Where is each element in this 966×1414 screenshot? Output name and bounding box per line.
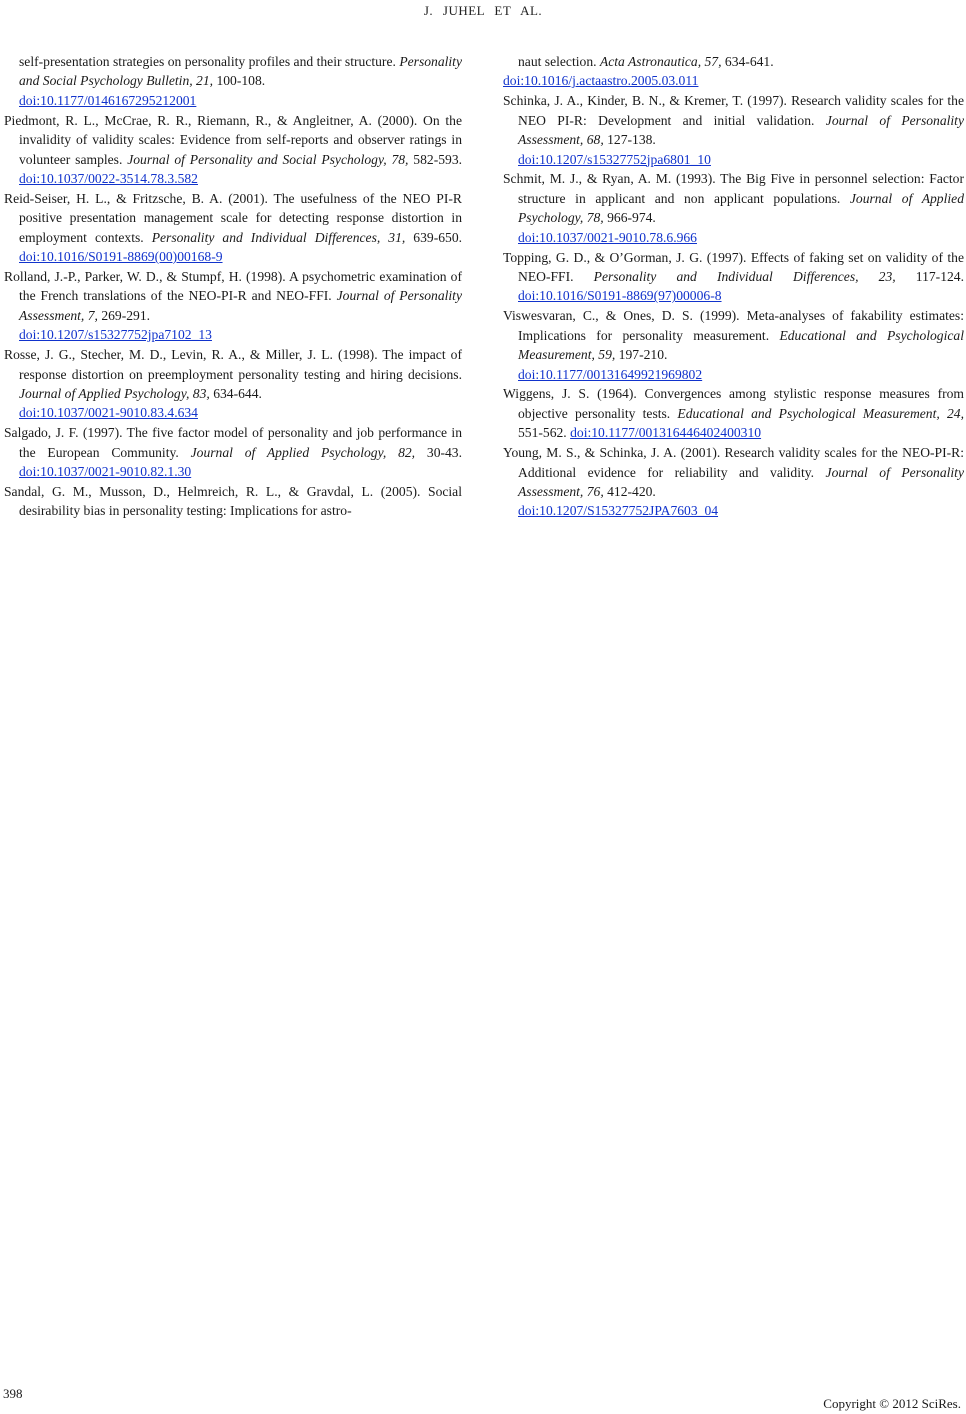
reference-text: Reid-Seiser, H. L., & Fritzsche, B. A. (2001). The usefulness of the NEO PI-R positive presentation management scale for detecting response distortion in employment contexts. bbox=[4, 190, 462, 245]
reference-pages: 634-644. bbox=[209, 385, 262, 401]
page-number: 398 bbox=[3, 1386, 23, 1401]
reference-entry bbox=[4, 267, 462, 345]
reference-entry bbox=[503, 306, 964, 384]
doi-link[interactable]: doi:10.1037/0021-9010.83.4.634 bbox=[19, 405, 198, 421]
reference-journal: Acta Astronautica, 57, bbox=[599, 54, 722, 69]
reference-entry bbox=[4, 345, 462, 423]
reference-entry bbox=[4, 111, 462, 189]
reference-text: Viswesvaran, C., & Ones, D. S. (1999). Meta-analyses of fakability estimates: Implications for personality measurement. bbox=[503, 308, 964, 343]
doi-link[interactable]: doi:10.1207/s15327752jpa6801_10 bbox=[518, 151, 711, 167]
reference-entry bbox=[503, 248, 964, 306]
doi-link[interactable]: doi:10.1207/S15327752JPA7603_04 bbox=[518, 503, 719, 519]
reference-journal: Journal of Personality Assessment, 7, bbox=[19, 288, 462, 323]
reference-text: naut selection. bbox=[518, 54, 600, 69]
reference-journal: Journal of Personality Assessment, 68, bbox=[518, 112, 964, 148]
reference-pages: 117-124. bbox=[895, 268, 964, 284]
reference-journal: Personality and Individual Differences, 31, bbox=[151, 229, 406, 245]
reference-journal: Journal of Personality Assessment, 76, bbox=[518, 464, 964, 499]
reference-text: Piedmont, R. L., McCrae, R. R., Riemann, R., & Angleitner, A. (2000). On the invalidity of validity scales: Evidence from self-reports and observer ratings in volunteer samples. bbox=[4, 112, 462, 167]
reference-pages: 127-138. bbox=[603, 132, 656, 148]
reference-journal: Educational and Psychological Measurement, 24, bbox=[677, 405, 964, 421]
doi-link[interactable]: doi:10.1177/001316446402400310 bbox=[570, 425, 762, 441]
reference-text: Schmit, M. J., & Ryan, A. M. (1993). The Big Five in personnel selection: Factor structure in applicant and non applicant populations. bbox=[503, 171, 964, 206]
reference-journal: Educational and Psychological Measurement, 59, bbox=[518, 327, 964, 363]
reference-entry bbox=[503, 91, 964, 169]
reference-entry bbox=[503, 384, 964, 442]
reference-text: Rosse, J. G., Stecher, M. D., Levin, R. A., & Miller, J. L. (1998). The impact of response distortion on preemployment personality testing and hiring decisions. bbox=[4, 347, 462, 382]
doi-link[interactable]: doi:10.1177/0146167295212001 bbox=[19, 92, 197, 108]
reference-text: Schinka, J. A., Kinder, B. N., & Kremer, T. (1997). Research validity scales for the NEO PI-R: Development and initial validation. bbox=[503, 93, 964, 128]
references-left-column bbox=[4, 52, 462, 521]
running-head: J. JUHEL ET AL. bbox=[423, 3, 543, 18]
reference-journal: Journal of Applied Psychology, 78, bbox=[518, 190, 964, 226]
reference-journal: Journal of Personality and Social Psychology, 78, bbox=[127, 151, 409, 167]
reference-pages: 197-210. bbox=[615, 347, 668, 363]
reference-text: Rolland, J.-P., Parker, W. D., & Stumpf, H. (1998). A psychometric examination of the French translations of the NEO-PI-R and NEO-FFI. bbox=[4, 268, 462, 304]
doi-link[interactable]: doi:10.1016/j.actaastro.2005.03.011 bbox=[503, 73, 699, 89]
reference-text: Topping, G. D., & O’Gorman, J. G. (1997). Effects of faking set on validity of the NEO-FFI. bbox=[503, 249, 964, 284]
reference-journal: Personality and Social Psychology Bulletin, 21, bbox=[19, 54, 462, 89]
reference-entry bbox=[503, 443, 964, 521]
doi-link[interactable]: doi:10.1037/0021-9010.82.1.30 bbox=[19, 464, 192, 480]
reference-entry bbox=[4, 189, 462, 267]
reference-continuation bbox=[4, 52, 462, 110]
reference-text: Wiggens, J. S. (1964). Convergences among stylistic response measures from objective personality tests. bbox=[503, 386, 964, 421]
reference-journal: Journal of Applied Psychology, 82, bbox=[190, 444, 416, 460]
reference-journal: Journal of Applied Psychology, 83, bbox=[19, 385, 210, 401]
doi-link[interactable]: doi:10.1016/S0191-8869(97)00006-8 bbox=[518, 288, 722, 304]
doi-link[interactable]: doi:10.1207/s15327752jpa7102_13 bbox=[19, 327, 212, 343]
reference-pages: 551-562. bbox=[518, 425, 571, 441]
reference-text: Salgado, J. F. (1997). The five factor model of personality and job performance in the European Community. bbox=[4, 425, 462, 460]
reference-journal: Personality and Individual Differences, 23, bbox=[593, 268, 896, 284]
reference-pages: 412-420. bbox=[603, 483, 656, 499]
reference-pages: 100-108. bbox=[213, 73, 266, 89]
reference-pages: 966-974. bbox=[603, 210, 656, 226]
reference-pages: 634-641. bbox=[721, 54, 774, 69]
doi-link[interactable]: doi:10.1037/0022-3514.78.3.582 bbox=[19, 170, 198, 186]
reference-entry bbox=[4, 423, 462, 481]
reference-entry bbox=[4, 482, 462, 521]
reference-text: Young, M. S., & Schinka, J. A. (2001). Research validity scales for the NEO-PI-R: Additional evidence for reliability and validity. bbox=[503, 445, 964, 480]
doi-link[interactable]: doi:10.1037/0021-9010.78.6.966 bbox=[518, 229, 697, 245]
reference-text: Sandal, G. M., Musson, D., Helmreich, R. L., & Gravdal, L. (2005). Social desirability bias in personality testing: Implications for astro- bbox=[4, 483, 462, 519]
doi-link[interactable]: doi:10.1177/00131649921969802 bbox=[518, 366, 703, 382]
reference-continuation bbox=[503, 52, 964, 91]
doi-link[interactable]: doi:10.1016/S0191-8869(00)00168-9 bbox=[19, 249, 223, 265]
reference-pages: 582-593. bbox=[408, 151, 463, 167]
references-right-column bbox=[503, 52, 964, 521]
reference-text: self-presentation strategies on personality profiles and their structure. bbox=[19, 54, 400, 69]
reference-pages: 639-650. bbox=[405, 229, 463, 245]
reference-entry bbox=[503, 169, 964, 247]
copyright-notice: Copyright © 2012 SciRes. bbox=[823, 1396, 961, 1411]
reference-pages: 30-43. bbox=[415, 444, 463, 460]
reference-pages: 269-291. bbox=[97, 307, 151, 323]
